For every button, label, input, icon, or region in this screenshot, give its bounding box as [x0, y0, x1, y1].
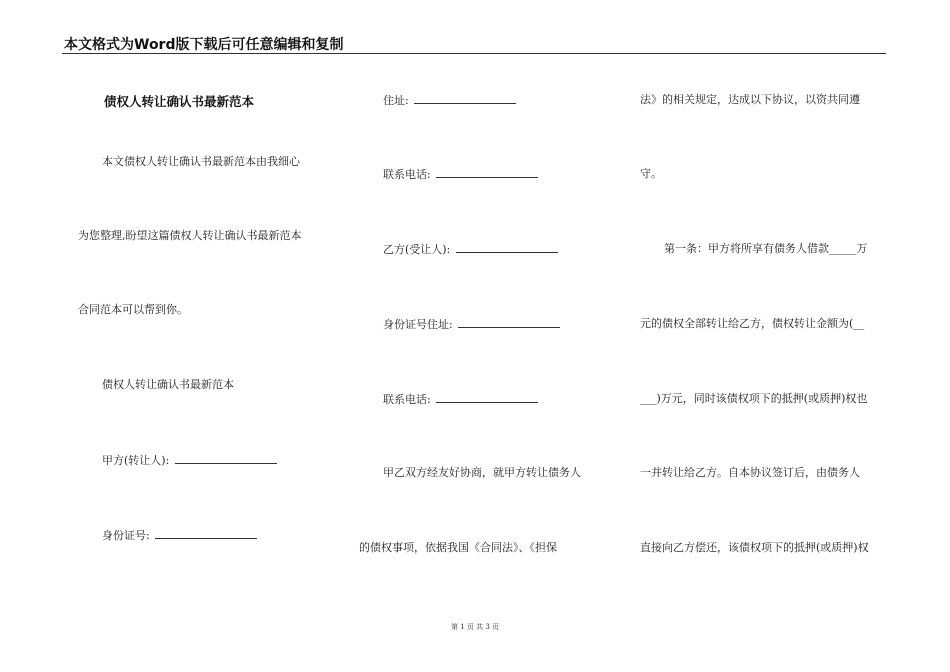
fill-in-blank — [436, 392, 538, 403]
page-footer: 第 1 页 共 3 页 — [450, 623, 500, 631]
fill-in-blank — [458, 317, 560, 328]
paragraph-line: 守。 — [640, 167, 662, 180]
fill-in-blank — [414, 93, 516, 104]
id-number-label: 身份证号: — [102, 529, 154, 542]
section-heading: 债权人转让确认书最新范本 — [102, 378, 234, 391]
paragraph-line: 的债权事项，依据我国《合同法》、《担保 — [359, 541, 557, 554]
document-header-title: 本文格式为Word版下载后可任意编辑和复制 — [64, 37, 344, 53]
party-b-label: 乙方(受让人): — [383, 243, 454, 256]
paragraph-line: 合同范本可以帮到你。 — [78, 303, 188, 316]
paragraph-line: 本文债权人转让确认书最新范本由我细心 — [102, 155, 300, 168]
phone-line — [383, 392, 538, 407]
paragraph-line: 元的债权全部转让给乙方，债权转让金额为(__ — [640, 317, 865, 330]
phone-line — [383, 167, 538, 182]
paragraph-line: 甲乙双方经友好协商，就甲方转让债务人 — [383, 466, 581, 479]
address-line — [383, 93, 516, 108]
id-number-line — [102, 528, 257, 543]
fill-in-blank — [436, 167, 538, 178]
header-divider — [62, 53, 886, 54]
id-address-line — [383, 317, 560, 332]
fill-in-blank — [155, 528, 257, 539]
party-a-label: 甲方(转让人): — [102, 454, 173, 467]
phone-label: 联系电话: — [383, 393, 435, 406]
party-a-line — [102, 453, 277, 468]
party-b-line — [383, 242, 558, 257]
paragraph-line: 直接向乙方偿还，该债权项下的抵押(或质押)权 — [640, 541, 869, 554]
phone-label: 联系电话: — [383, 168, 435, 181]
article-one-line: 第一条：甲方将所享有债务人借款_____万 — [664, 242, 868, 255]
paragraph-line: 为您整理,盼望这篇债权人转让确认书最新范本 — [78, 229, 302, 242]
fill-in-blank — [456, 242, 558, 253]
paragraph-line: ___)万元，同时该债权项下的抵押(或质押)权也 — [640, 392, 868, 405]
paragraph-line: 法》的相关规定，达成以下协议，以资共同遵 — [640, 93, 860, 106]
document-title: 债权人转让确认书最新范本 — [104, 94, 255, 109]
paragraph-line: 一并转让给乙方。自本协议签订后，由债务人 — [640, 466, 860, 479]
id-address-label: 身份证号住址: — [383, 318, 457, 331]
address-label: 住址: — [383, 94, 413, 107]
fill-in-blank — [175, 453, 277, 464]
